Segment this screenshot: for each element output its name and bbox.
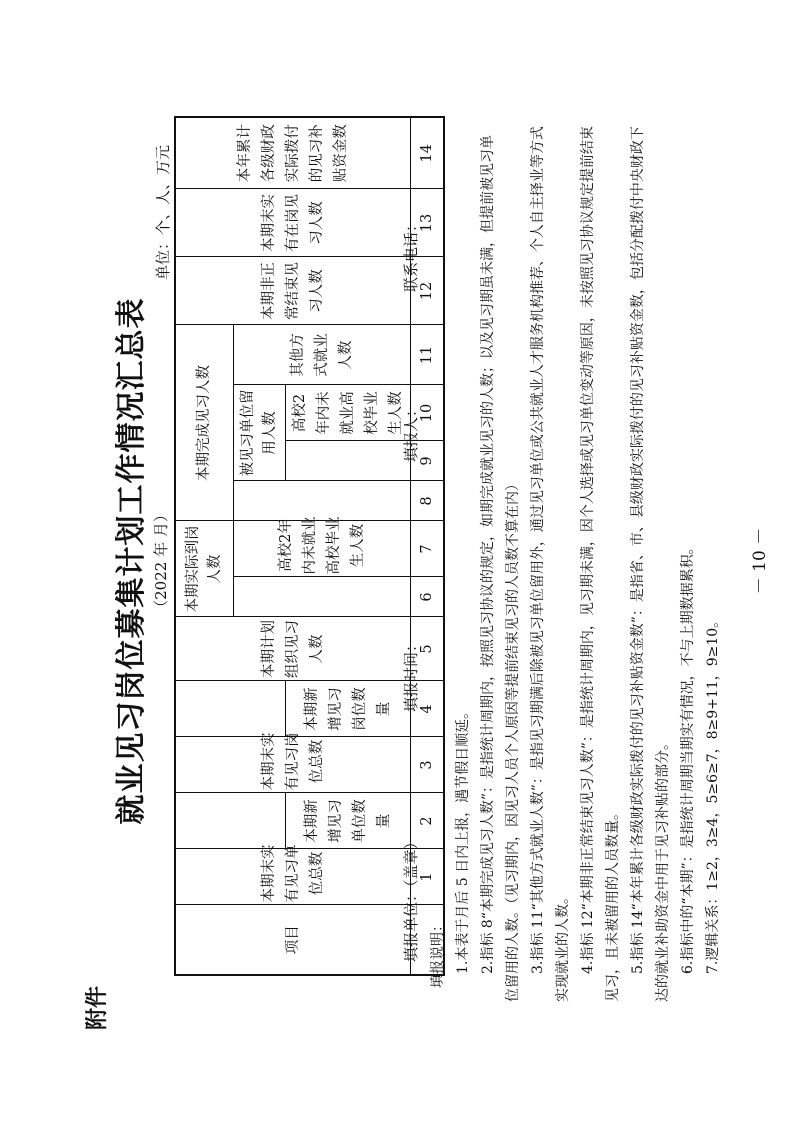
col-number-3: 3 — [410, 737, 444, 793]
page-number: － 10 － — [750, 527, 770, 595]
note-7: 7.逻辑关系：1≥2，3≥4，5≥6≥7，8≥9+11，9≥10。 — [705, 613, 721, 974]
notes-heading: 填报说明： — [430, 918, 446, 988]
item-header: 项目 — [175, 905, 410, 975]
col-number-12: 12 — [410, 257, 444, 325]
filling-instructions — [426, 122, 726, 1002]
spacer-col-9 — [285, 441, 410, 481]
col-number-9: 9 — [410, 441, 444, 481]
header-col-13: 本期末实有在岗见习人数 — [175, 189, 410, 257]
unit-label: 单位：个、人、万元 — [154, 145, 172, 281]
contact-phone-label: 联系电话： — [402, 216, 420, 292]
col-number-4: 4 — [410, 681, 444, 737]
col-number-2: 2 — [410, 793, 444, 849]
header-col-2: 本期新增见习单位数量 — [285, 793, 410, 849]
reporting-unit-label: 填报单位：（盖章） — [402, 834, 420, 962]
header-col-11: 其他方式就业人数 — [233, 325, 410, 385]
attachment-label: 附件 — [85, 985, 110, 1030]
note-4: 4.指标 12“本期非正常结束见习人数”：是指统计周期内，见习期未满，因个人选择或见习单位变动等原因，未按照见习协议规定提前结束见习，且未被留用的人员数量。 — [580, 126, 621, 1002]
note-1: 1.本表于月后 5 日内上报，遇节假日顺延。 — [455, 704, 471, 974]
col-number-5: 5 — [410, 617, 444, 681]
header-col-4: 本期新增见习岗位数量 — [285, 681, 410, 737]
note-3: 3.指标 11“其他方式就业人数”：是指见习期满后除被见习单位留用外，通过见习单位或公共就业人才服务机构推荐、个人自主择业等方式实现就业的人数。 — [530, 126, 571, 1002]
spacer-top-4 — [175, 681, 285, 737]
header-completed-group: 本期完成见习人数 — [175, 325, 233, 521]
header-col-1: 本期末实有见习单位总数 — [175, 849, 410, 905]
col-number-11: 11 — [410, 325, 444, 385]
col-number-6: 6 — [410, 577, 444, 617]
col-number-7: 7 — [410, 521, 444, 577]
col-number-14: 14 — [410, 117, 444, 189]
period-subtitle: （2022 年 月） — [152, 507, 170, 615]
header-col-5: 本期计划组织见习人数 — [175, 617, 410, 681]
note-2: 2.指标 8“本期完成见习人数”：是指统计周期内，按照见习协议的规定，如期完成就业见习的人数；以及见习期虽未满，但提前被见习单位留用的人数。（见习期内，因见习人员个人原因等提前结束见习的人员数不算在内） — [480, 134, 521, 1002]
note-5: 5.指标 14“本年累计各级财政实际拨付的见习补贴资金数”：是指省、市、县级财政实际拨付的见习补贴资金数，包括分配拨付中央财政下达的就业补助资金中用于见习补贴的部分。 — [630, 126, 671, 1002]
header-col-3: 本期末实有见习岗位总数 — [175, 737, 410, 793]
reporting-time-label: 填报时间： — [402, 636, 420, 712]
header-col-7: 高校2年内未就业高校毕业生人数 — [233, 521, 410, 577]
spacer-col-6 — [233, 577, 410, 617]
col-number-10: 10 — [410, 385, 444, 441]
header-col-14: 本年累计各级财政实际拨付的见习补贴资金数 — [175, 117, 410, 189]
page-title: 就业见习岗位募集计划工作情况汇总表 — [114, 297, 149, 825]
header-actual-group: 本期实际到岗人数 — [175, 521, 233, 617]
spacer-col-8 — [233, 481, 410, 521]
header-retained-group: 被见习单位留用人数 — [233, 385, 285, 481]
reporter-label: 填报人： — [402, 401, 420, 462]
col-number-1: 1 — [410, 849, 444, 905]
spacer-top-2 — [175, 793, 285, 849]
header-col-12: 本期非正常结束见习人数 — [175, 257, 410, 325]
header-col-10: 高校2年内未就业高校毕业生人数 — [285, 385, 410, 441]
col-number-8: 8 — [410, 481, 444, 521]
col-number-13: 13 — [410, 189, 444, 257]
note-6: 6.指标中的“本期”：是指统计周期当期实有情况，不与上期数据累积。 — [680, 540, 696, 974]
